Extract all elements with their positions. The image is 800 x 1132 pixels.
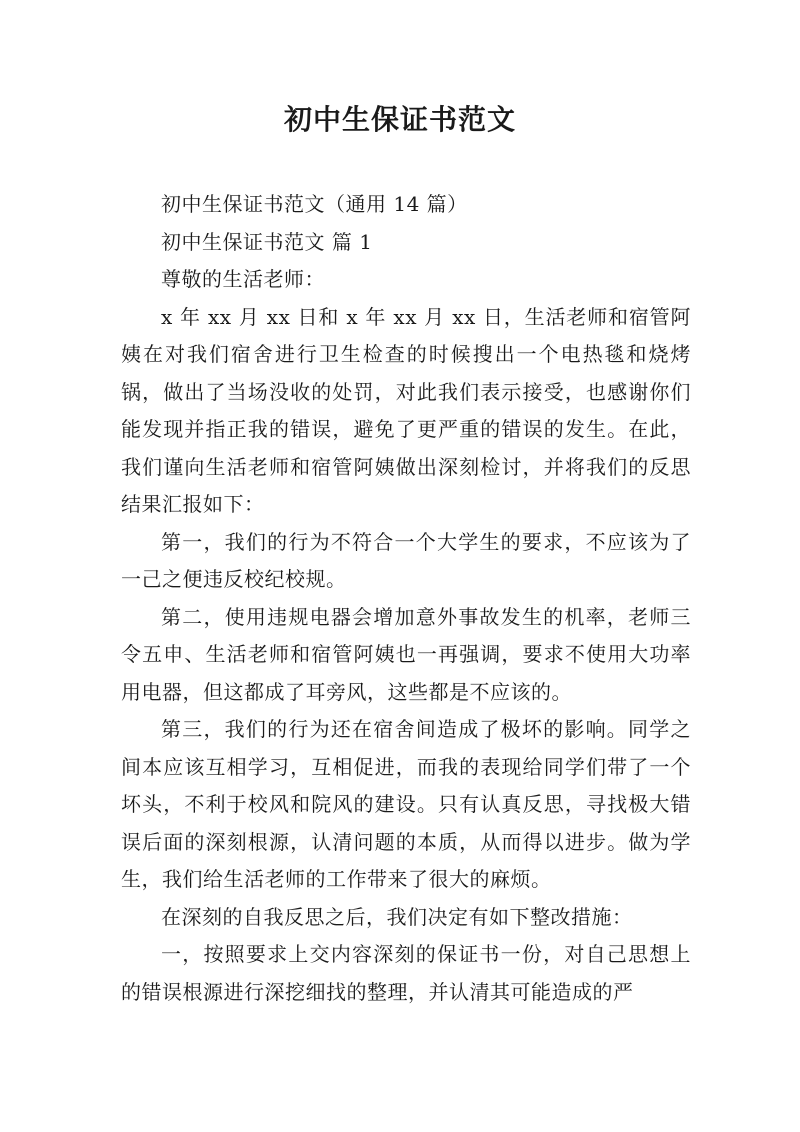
paragraph-first-point: 第一，我们的行为不符合一个大学生的要求，不应该为了一己之便违反校纪校规。 [121,529,691,591]
paragraph-incident: x 年 xx 月 xx 日和 x 年 xx 月 xx 日，生活老师和宿管阿姨在对我们宿舍进行卫生检查的时候搜出一个电热毯和烧烤锅，做出了当场没收的处罚，对此我们表示接受，也感谢你们能发现并指正我的错误，避免了更严重的错误的发生。在此，我们谨向生活老师和宿管阿姨做出深刻检讨，并将我们的反思结果汇报如下： [121,304,691,516]
paragraph-third-point: 第三，我们的行为还在宿舍间造成了极坏的影响。同学之间本应该互相学习，互相促进，而我的表现给同学们带了一个坏头，不利于校风和院风的建设。只有认真反思，寻找极大错误后面的深刻根源，认清问题的本质，从而得以进步。做为学生，我们给生活老师的工作带来了很大的麻烦。 [121,717,691,891]
paragraph-salutation: 尊敬的生活老师： [161,267,325,291]
paragraph-second-point: 第二，使用违规电器会增加意外事故发生的机率，老师三令五申、生活老师和宿管阿姨也一再强调，要求不使用大功率用电器，但这都成了耳旁风，这些都是不应该的。 [121,604,691,704]
paragraph-subtitle: 初中生保证书范文（通用 14 篇） [161,192,468,216]
document-body [121,186,691,1011]
paragraph-section-heading: 初中生保证书范文 篇 1 [161,229,373,254]
paragraph-measure-one: 一，按照要求上交内容深刻的保证书一份，对自己思想上的错误根源进行深挖细找的整理，并认清其可能造成的严 [121,942,691,1004]
document-title: 初中生保证书范文 [283,103,516,136]
paragraph-measures-intro: 在深刻的自我反思之后，我们决定有如下整改措施： [161,904,633,929]
